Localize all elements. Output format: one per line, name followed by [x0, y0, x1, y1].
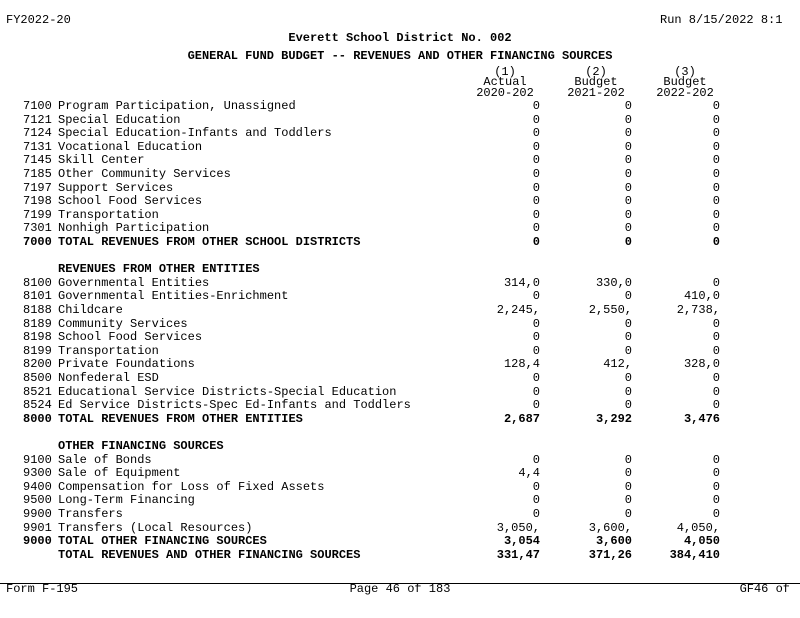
account-description: Governmental Entities: [58, 276, 210, 290]
actual-value: 0: [532, 317, 540, 331]
actual-value: 0: [532, 154, 540, 168]
col3-kind: Budget: [663, 75, 707, 89]
account-code: 7000: [23, 236, 52, 249]
actual-value: 0: [532, 236, 540, 249]
account-code: 8100: [23, 276, 52, 290]
account-description: Childcare: [58, 304, 123, 317]
table-row: [0, 209, 800, 223]
table-row: [0, 331, 800, 345]
account-code: 8200: [23, 358, 52, 372]
account-code: 9901: [23, 521, 52, 535]
budget-prior-value: 0: [624, 494, 632, 508]
budget-prior-value: 0: [624, 467, 632, 481]
account-description: Other Community Services: [58, 168, 231, 181]
budget-prior-value: 0: [624, 100, 632, 113]
account-code: 8198: [23, 331, 52, 345]
actual-value: 0: [532, 453, 540, 467]
account-code: 7124: [23, 127, 52, 141]
account-code: 8521: [23, 385, 52, 399]
col1-number: (1): [494, 65, 516, 79]
budget-current-value: 2,738,: [676, 304, 720, 317]
table-row: [0, 494, 800, 508]
form-code: GF46 of: [739, 582, 790, 596]
table-row: [0, 141, 800, 155]
actual-value: 0: [532, 290, 540, 304]
account-code: 9300: [23, 467, 52, 481]
fiscal-year: FY2022-20: [6, 13, 71, 27]
budget-current-value: 0: [712, 154, 720, 168]
budget-prior-value: 0: [624, 317, 632, 331]
account-code: 9100: [23, 453, 52, 467]
table-row: [0, 304, 800, 318]
budget-prior-value: 0: [624, 290, 632, 304]
actual-value: 0: [532, 508, 540, 521]
actual-value: 0: [532, 494, 540, 508]
budget-prior-value: 3,292: [595, 412, 632, 426]
budget-current-value: 0: [712, 508, 720, 521]
budget-prior-value: 3,600,: [588, 521, 632, 535]
table-row: [0, 222, 800, 236]
actual-value: 0: [532, 399, 540, 413]
account-code: 7197: [23, 181, 52, 195]
account-code: 8199: [23, 344, 52, 358]
account-description: Nonhigh Participation: [58, 222, 210, 236]
table-row-total: [0, 535, 800, 549]
col2-kind: Budget: [574, 75, 618, 89]
actual-value: 0: [532, 331, 540, 345]
budget-prior-value: 0: [624, 480, 632, 494]
budget-prior-value: 0: [624, 181, 632, 195]
budget-prior-value: 0: [624, 453, 632, 467]
budget-prior-value: 0: [624, 331, 632, 345]
account-description: School Food Services: [58, 195, 203, 209]
actual-value: 2,687: [503, 412, 540, 426]
account-code: 9500: [23, 494, 52, 508]
actual-value: 0: [532, 372, 540, 385]
col1-kind: Actual: [483, 75, 527, 89]
account-description: Educational Service Districts-Special Education: [58, 385, 397, 399]
table-row-total: [0, 236, 800, 250]
actual-value: 0: [532, 195, 540, 209]
budget-current-value: 384,410: [669, 548, 720, 562]
table-row: [0, 250, 800, 264]
account-code: 8189: [23, 317, 52, 331]
table-row: [0, 195, 800, 209]
account-description: Support Services: [58, 181, 174, 195]
budget-prior-value: 0: [624, 236, 632, 249]
table-row-total: [0, 549, 800, 563]
budget-prior-value: 330,0: [595, 276, 632, 290]
budget-current-value: 0: [712, 317, 720, 331]
budget-current-value: 0: [712, 344, 720, 358]
account-code: 8524: [23, 399, 52, 413]
actual-value: 0: [532, 181, 540, 195]
account-description: Special Education: [58, 113, 181, 127]
actual-value: 0: [532, 344, 540, 358]
actual-value: 0: [532, 127, 540, 141]
account-description: Private Foundations: [58, 358, 195, 372]
budget-current-value: 0: [712, 168, 720, 181]
budget-current-value: 3,476: [683, 412, 720, 426]
account-description: Transfers (Local Resources): [58, 521, 253, 535]
actual-value: 4,4: [518, 467, 540, 481]
actual-value: 0: [532, 480, 540, 494]
budget-current-value: 0: [712, 181, 720, 195]
budget-prior-value: 0: [624, 385, 632, 399]
budget-prior-value: 0: [624, 208, 632, 222]
table-row: [0, 372, 800, 386]
table-row: [0, 154, 800, 168]
actual-value: 314,0: [503, 276, 540, 290]
account-code: 8101: [23, 290, 52, 304]
account-description: Governmental Entities-Enrichment: [58, 290, 289, 304]
table-row: [0, 277, 800, 291]
budget-prior-value: 0: [624, 154, 632, 168]
actual-value: 2,245,: [496, 304, 540, 317]
budget-current-value: 4,050: [683, 535, 720, 549]
col3-year: 2022-202: [656, 86, 714, 100]
budget-prior-value: 0: [624, 195, 632, 209]
table-row-total: [0, 413, 800, 427]
report-subtitle: GENERAL FUND BUDGET -- REVENUES AND OTHER FINANCING SOURCES: [187, 49, 613, 63]
actual-value: 3,050,: [496, 521, 540, 535]
budget-prior-value: 0: [624, 344, 632, 358]
account-code: 7301: [23, 222, 52, 236]
budget-current-value: 0: [712, 453, 720, 467]
table-row: [0, 508, 800, 522]
budget-current-value: 0: [712, 222, 720, 236]
account-code: 9000: [23, 535, 52, 549]
budget-prior-value: 0: [624, 127, 632, 141]
account-code: 9900: [23, 508, 52, 521]
actual-value: 0: [532, 113, 540, 127]
account-description: TOTAL OTHER FINANCING SOURCES: [58, 535, 267, 549]
budget-current-value: 0: [712, 208, 720, 222]
budget-current-value: 0: [712, 372, 720, 385]
budget-current-value: 0: [712, 236, 720, 249]
form-number: Form F-195: [6, 582, 79, 596]
table-row: [0, 522, 800, 536]
budget-current-value: 4,050,: [676, 521, 720, 535]
table-row-total: [0, 263, 800, 277]
actual-value: 0: [532, 140, 540, 154]
budget-current-value: 328,0: [683, 358, 720, 372]
account-code: 7131: [23, 140, 52, 154]
budget-current-value: 0: [712, 331, 720, 345]
account-code: 7145: [23, 154, 52, 168]
table-row: [0, 426, 800, 440]
budget-prior-value: 2,550,: [588, 304, 632, 317]
account-code: 7198: [23, 195, 52, 209]
account-description: Sale of Equipment: [58, 467, 181, 481]
actual-value: 0: [532, 100, 540, 113]
table-row: [0, 386, 800, 400]
account-description: School Food Services: [58, 331, 203, 345]
table-row: [0, 168, 800, 182]
budget-prior-value: 0: [624, 399, 632, 413]
budget-current-value: 0: [712, 276, 720, 290]
budget-prior-value: 0: [624, 508, 632, 521]
account-description: TOTAL REVENUES AND OTHER FINANCING SOURCES: [58, 548, 361, 562]
budget-current-value: 0: [712, 113, 720, 127]
account-description: Sale of Bonds: [58, 453, 152, 467]
budget-prior-value: 0: [624, 140, 632, 154]
budget-current-value: 0: [712, 385, 720, 399]
table-row: [0, 318, 800, 332]
account-description: REVENUES FROM OTHER ENTITIES: [58, 263, 260, 277]
table-row: [0, 481, 800, 495]
actual-value: 0: [532, 208, 540, 222]
budget-current-value: 0: [712, 140, 720, 154]
budget-current-value: 0: [712, 195, 720, 209]
page-number: Page 46 of 183: [349, 582, 451, 596]
actual-value: 128,4: [503, 358, 540, 372]
table-row: [0, 399, 800, 413]
budget-current-value: 0: [712, 127, 720, 141]
budget-prior-value: 0: [624, 168, 632, 181]
account-description: Community Services: [58, 317, 188, 331]
budget-current-value: 0: [712, 399, 720, 413]
budget-prior-value: 0: [624, 372, 632, 385]
table-row: [0, 100, 800, 114]
budget-current-value: 0: [712, 480, 720, 494]
account-description: OTHER FINANCING SOURCES: [58, 440, 224, 453]
budget-current-value: 0: [712, 100, 720, 113]
table-row: [0, 467, 800, 481]
col3-number: (3): [674, 65, 696, 79]
budget-prior-value: 0: [624, 222, 632, 236]
district-title: Everett School District No. 002: [288, 31, 512, 45]
table-row: [0, 114, 800, 128]
account-description: Vocational Education: [58, 140, 203, 154]
actual-value: 331,47: [496, 548, 540, 562]
col2-year: 2021-202: [567, 86, 625, 100]
budget-current-value: 0: [712, 467, 720, 481]
account-code: 7121: [23, 113, 52, 127]
budget-current-value: 0: [712, 494, 720, 508]
run-info: Run 8/15/2022 8:1: [660, 13, 783, 27]
account-description: Program Participation, Unassigned: [58, 100, 296, 113]
col2-number: (2): [585, 65, 607, 79]
account-code: 9400: [23, 480, 52, 494]
actual-value: 0: [532, 222, 540, 236]
account-description: Long-Term Financing: [58, 494, 195, 508]
table-row: [0, 290, 800, 304]
budget-current-value: 410,0: [683, 290, 720, 304]
account-description: Nonfederal ESD: [58, 372, 159, 385]
account-description: Ed Service Districts-Spec Ed-Infants and Toddlers: [58, 399, 411, 413]
table-row: [0, 182, 800, 196]
account-description: TOTAL REVENUES FROM OTHER ENTITIES: [58, 412, 303, 426]
table-row: [0, 127, 800, 141]
account-description: Compensation for Loss of Fixed Assets: [58, 480, 325, 494]
account-code: 8000: [23, 412, 52, 426]
budget-prior-value: 3,600: [595, 535, 632, 549]
actual-value: 0: [532, 385, 540, 399]
actual-value: 3,054: [503, 535, 540, 549]
col1-year: 2020-202: [476, 86, 534, 100]
account-description: TOTAL REVENUES FROM OTHER SCHOOL DISTRICTS: [58, 236, 361, 249]
account-code: 7185: [23, 168, 52, 181]
table-row-total: [0, 440, 800, 454]
budget-prior-value: 371,26: [588, 548, 632, 562]
account-description: Transfers: [58, 508, 123, 521]
budget-prior-value: 0: [624, 113, 632, 127]
account-description: Transportation: [58, 208, 159, 222]
account-code: 7199: [23, 208, 52, 222]
table-row: [0, 454, 800, 468]
table-row: [0, 345, 800, 359]
account-description: Skill Center: [58, 154, 145, 168]
budget-prior-value: 412,: [603, 358, 632, 372]
account-code: 8500: [23, 372, 52, 385]
table-row: [0, 358, 800, 372]
account-code: 7100: [23, 100, 52, 113]
account-description: Special Education-Infants and Toddlers: [58, 127, 332, 141]
actual-value: 0: [532, 168, 540, 181]
account-description: Transportation: [58, 344, 159, 358]
account-code: 8188: [23, 304, 52, 317]
